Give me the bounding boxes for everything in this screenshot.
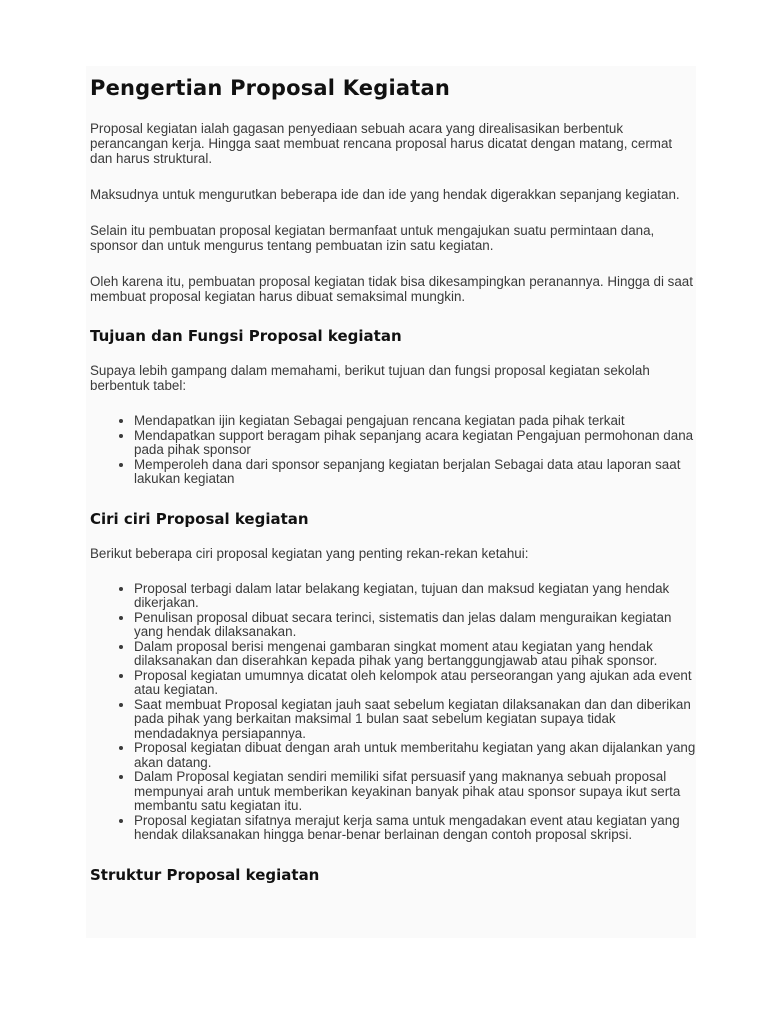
list-item: • Mendapatkan ijin kegiatan Sebagai pengajuan rencana kegiatan pada pihak terkait	[134, 414, 696, 429]
list-tujuan	[90, 414, 696, 487]
list-item: • Proposal terbagi dalam latar belakang kegiatan, tujuan dan maksud kegiatan yang hendak dikerjakan.	[134, 582, 696, 611]
section-intro-ciri: Berikut beberapa ciri proposal kegiatan yang penting rekan-rekan ketahui:	[90, 545, 529, 561]
section-heading-struktur: Struktur Proposal kegiatan	[90, 865, 320, 884]
list-item: • Proposal kegiatan dibuat dengan arah untuk memberitahu kegiatan yang akan dijalankan yang akan datang.	[134, 741, 696, 770]
list-item: • Dalam Proposal kegiatan sendiri memiliki sifat persuasif yang maknanya sebuah proposal mempunyai arah untuk memberikan keyakinan banyak pihak atau sponsor supaya ikut serta membantu satu kegiatan itu.	[134, 770, 696, 814]
intro-paragraph-4: Oleh karena itu, pembuatan proposal kegiatan tidak bisa dikesampingkan peranannya. Hingga di saat membuat proposal kegiatan harus dibuat semaksimal mungkin.	[90, 274, 693, 304]
list-item: • Proposal kegiatan sifatnya merajut kerja sama untuk mengadakan event atau kegiatan yang hendak dilaksanakan hingga benar-benar berlainan dengan contoh proposal skripsi.	[134, 814, 696, 843]
list-ciri	[90, 582, 696, 843]
list-item: • Proposal kegiatan umumnya dicatat oleh kelompok atau perseorangan yang ajukan ada event atau kegiatan.	[134, 669, 696, 698]
list-item: • Dalam proposal berisi mengenai gambaran singkat moment atau kegiatan yang hendak dilaksanakan dan diserahkan kepada pihak yang bertanggungjawab atau pihak sponsor.	[134, 640, 696, 669]
section-intro-tujuan: Supaya lebih gampang dalam memahami, berikut tujuan dan fungsi proposal kegiatan sekolah berbentuk tabel:	[90, 363, 650, 393]
section-heading-tujuan: Tujuan dan Fungsi Proposal kegiatan	[90, 327, 402, 345]
list-item: • Saat membuat Proposal kegiatan jauh saat sebelum kegiatan dilaksanakan dan dan diberikan pada pihak yang berkaitan maksimal 1 bulan saat sebelum kegiatan supaya tidak mendadaknya persiapannya.	[134, 698, 696, 742]
list-item: • Penulisan proposal dibuat secara terinci, sistematis dan jelas dalam menguraikan kegiatan yang hendak dilaksanakan.	[134, 611, 696, 640]
intro-paragraph-1: Proposal kegiatan ialah gagasan penyediaan sebuah acara yang direalisasikan berbentuk perancangan kerja. Hingga saat membuat rencana proposal harus dicatat dengan matang, cermat dan harus struktural.	[90, 121, 673, 166]
document-content	[90, 72, 696, 885]
section-heading-ciri: Ciri ciri Proposal kegiatan	[90, 509, 309, 528]
page-title: Pengertian Proposal Kegiatan	[90, 76, 451, 100]
intro-paragraph-2: Maksudnya untuk mengurutkan beberapa ide dan ide yang hendak digerakkan sepanjang kegiatan.	[90, 187, 680, 202]
list-item: • Memperoleh dana dari sponsor sepanjang kegiatan berjalan Sebagai data atau laporan saat lakukan kegiatan	[134, 458, 696, 487]
list-item: • Mendapatkan support beragam pihak sepanjang acara kegiatan Pengajuan permohonan dana pada pihak sponsor	[134, 429, 696, 458]
intro-paragraph-3: Selain itu pembuatan proposal kegiatan bermanfaat untuk mengajukan suatu permintaan dana, sponsor dan untuk mengurus tentang pembuatan izin satu kegiatan.	[90, 223, 655, 253]
